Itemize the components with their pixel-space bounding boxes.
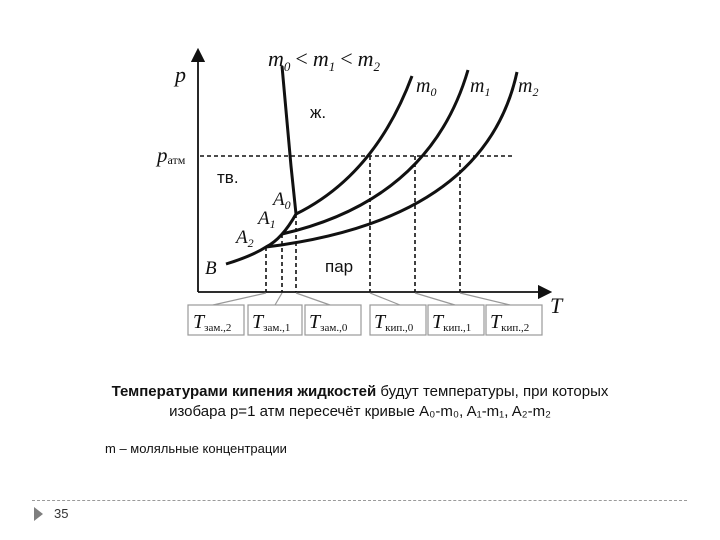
svg-text:m0<m1<m2: $m_0 < m_1 < m_2$ xyxy=(268,46,381,74)
curve-label-m1: $m_1$ xyxy=(470,75,491,99)
caption-line-1 xyxy=(60,382,660,402)
liquid-region-label: ж. xyxy=(310,103,327,122)
point-a2-label: $A_2$ xyxy=(236,227,254,250)
caption-line-2: изобара p=1 атм пересечёт кривые A₀-m₀, A₁-m₁, A₂-m₂ xyxy=(169,403,551,420)
temp-box-kip-2 xyxy=(486,305,542,335)
t-axis-label: T xyxy=(550,293,563,318)
temp-box-zam-1 xyxy=(248,305,302,335)
svg-text:Tкип.,2: Tкип.,2 xyxy=(490,311,530,334)
curve-m0 xyxy=(296,76,412,214)
temp-box-zam-2 xyxy=(188,305,244,335)
page-number: 35 xyxy=(54,506,69,521)
p-atm-label: pатм xyxy=(157,143,186,167)
point-a0-label: $A_0$ xyxy=(273,189,291,212)
temp-box-kip-1 xyxy=(428,305,484,335)
temp-box-zam-0 xyxy=(305,305,361,335)
curve-m1 xyxy=(282,70,468,234)
concentration-order xyxy=(268,46,381,74)
curve-label-m2: $m_2$ xyxy=(518,75,539,99)
svg-text:Tкип.,1: Tкип.,1 xyxy=(432,311,472,334)
caption-bold: Температурами кипения жидкостей xyxy=(111,383,377,400)
temperature-drop-lines xyxy=(266,156,460,292)
box-leader-lines xyxy=(213,293,510,305)
point-a1-label: $A_1$ xyxy=(258,208,276,231)
vapor-region-label: пар xyxy=(325,257,354,276)
page-arrow-icon xyxy=(34,507,43,521)
curve-m2 xyxy=(266,72,517,247)
point-b-label: B xyxy=(205,258,217,279)
footer-divider xyxy=(32,500,687,501)
svg-text:Tзам.,0: Tзам.,0 xyxy=(309,311,348,334)
caption-rest: будут температуры, при которых xyxy=(376,383,609,400)
curve-label-m0: $m_0$ xyxy=(416,75,437,99)
solid-region-label: тв. xyxy=(217,168,239,187)
svg-text:Tкип.,0: Tкип.,0 xyxy=(374,311,414,334)
svg-text:Tзам.,1: Tзам.,1 xyxy=(252,311,291,334)
molality-note: m – моляльные концентрации xyxy=(105,441,287,456)
svg-text:Tзам.,2: Tзам.,2 xyxy=(193,311,232,334)
temp-box-kip-0 xyxy=(370,305,426,335)
p-axis-label: p xyxy=(175,62,186,87)
